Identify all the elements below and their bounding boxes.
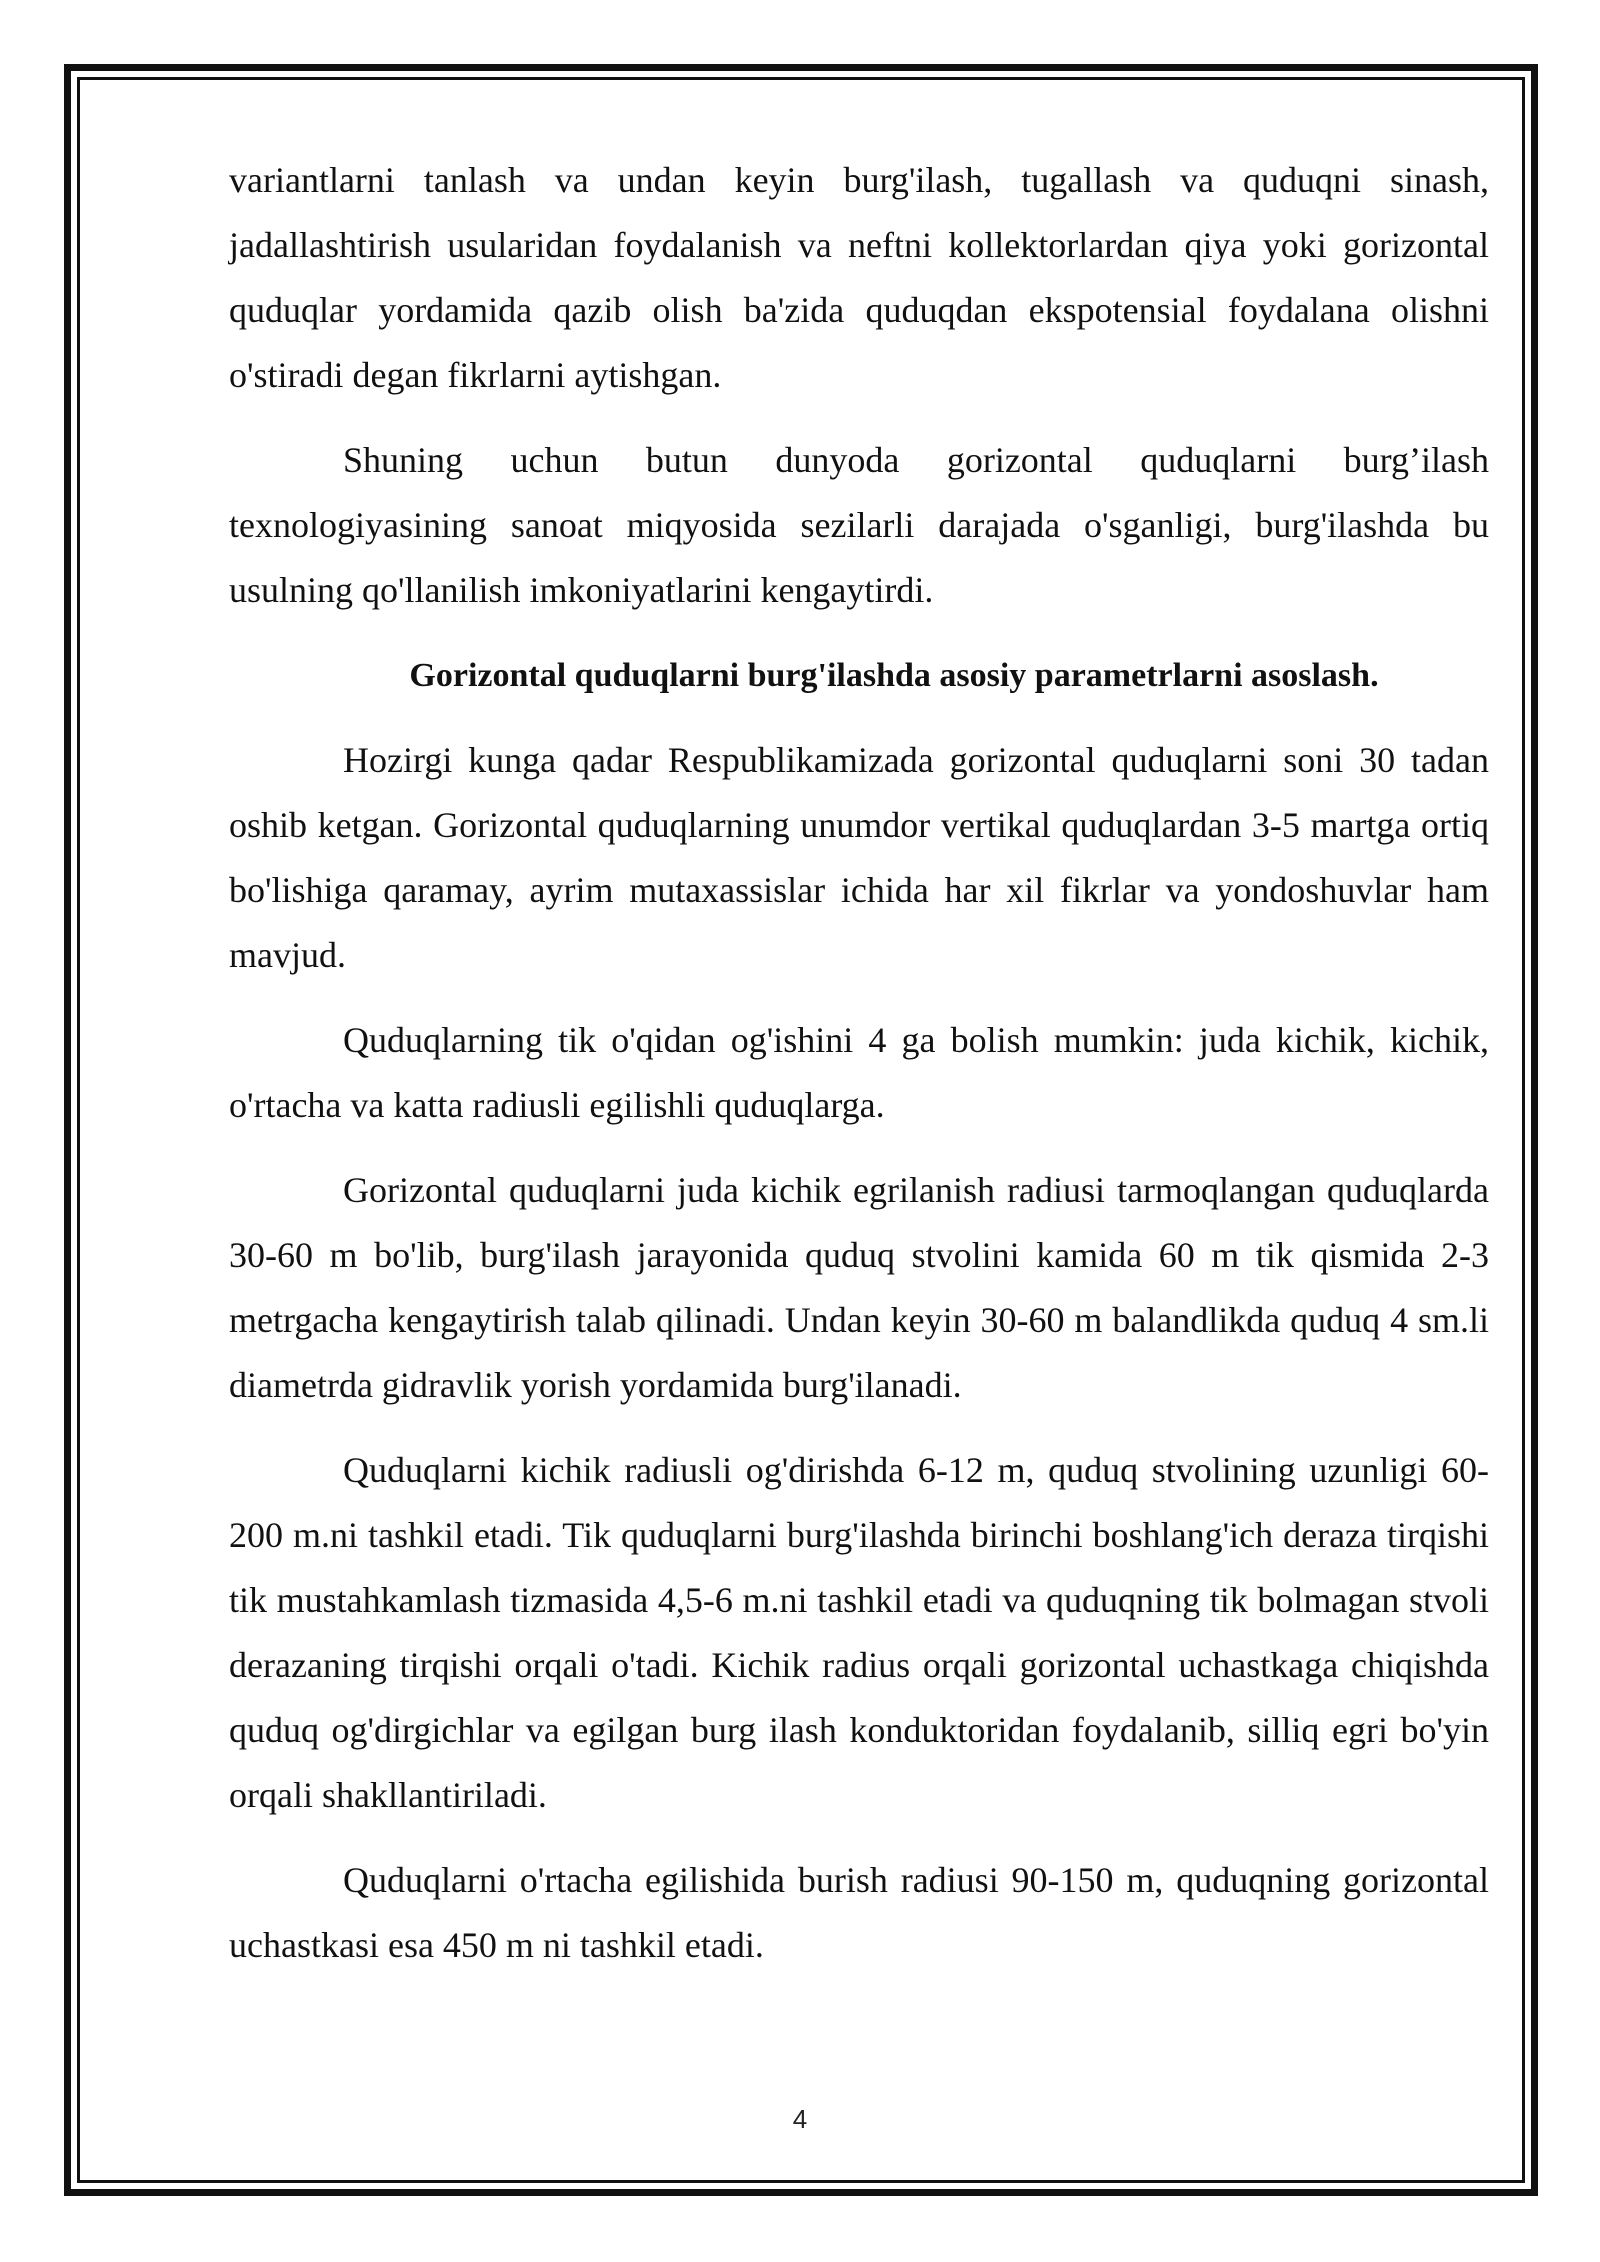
paragraph-4: Quduqlarning tik o'qidan og'ishini 4 ga bolish mumkin: juda kichik, kichik, o'rtacha va katta radiusli egilishli quduqlarga. bbox=[229, 1020, 1489, 1125]
page-number: 4 bbox=[792, 2104, 808, 2134]
paragraph-2: Shuning uchun butun dunyoda gorizontal quduqlarni burg’ilash texnologiyasining sanoat miqyosida sezilarli darajada o'sganligi, burg'ilashda bu usulning qo'llanilish imkoniyatlarini kengaytirdi. bbox=[229, 440, 1489, 610]
paragraph-1: variantlarni tanlash va undan keyin burg'ilash, tugallash va quduqni sinash, jadallashtirish usularidan foydalanish va neftni kollektorlardan qiya yoki gorizontal quduqlar yordamida qazib olish ba'zida quduqdan ekspotensial foydalana olishni o'stiradi degan fikrlarni aytishgan. bbox=[229, 160, 1489, 395]
paragraph-5: Gorizontal quduqlarni juda kichik egrilanish radiusi tarmoqlangan quduqlarda 30-60 m bo'lib, burg'ilash jarayonida quduq stvolini kamida 60 m tik qismida 2-3 metrgacha kengaytirish talab qilinadi. Undan keyin 30-60 m balandlikda quduq 4 sm.li diametrda gidravlik yorish yordamida burg'ilanadi. bbox=[229, 1170, 1489, 1405]
document-body bbox=[229, 148, 1489, 1998]
paragraph-3: Hozirgi kunga qadar Respublikamizada gorizontal quduqlarni soni 30 tadan oshib ketgan. Gorizontal quduqlarning unumdor vertikal quduqlardan 3-5 martga ortiq bo'lishiga qaramay, ayrim mutaxassislar ichida har xil fikrlar va yondoshuvlar ham mavjud. bbox=[229, 740, 1489, 975]
paragraph-7: Quduqlarni o'rtacha egilishida burish radiusi 90-150 m, quduqning gorizontal uchastkasi esa 450 m ni tashkil etadi. bbox=[229, 1860, 1489, 1965]
section-heading: Gorizontal quduqlarni burg'ilashda asosiy parametrlarni asoslash. bbox=[409, 657, 1379, 694]
paragraph-6: Quduqlarni kichik radiusli og'dirishda 6-12 m, quduq stvolining uzunligi 60-200 m.ni tashkil etadi. Tik quduqlarni burg'ilashda birinchi boshlang'ich deraza tirqishi tik mustahkamlash tizmasida 4,5-6 m.ni tashkil etadi va quduqning tik bolmagan stvoli derazaning tirqishi orqali o'tadi. Kichik radius orqali gorizontal uchastkaga chiqishda quduq og'dirgichlar va egilgan burg ilash konduktoridan foydalanib, silliq egri bo'yin orqali shakllantiriladi. bbox=[229, 1450, 1489, 1815]
